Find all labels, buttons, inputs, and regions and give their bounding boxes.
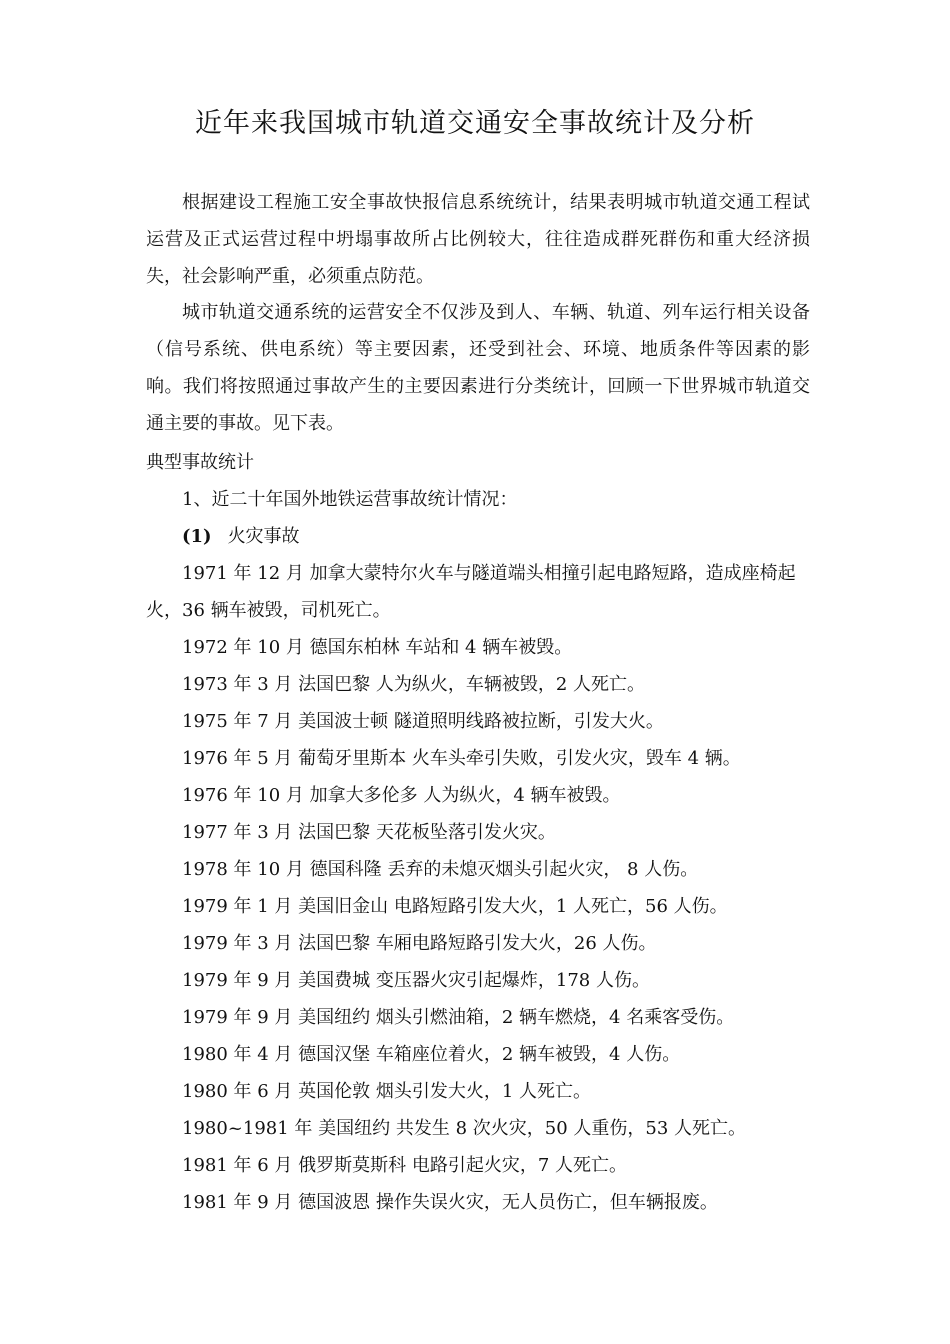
category-heading (182, 518, 300, 555)
incident-record: 1976 年 10 月 加拿大多伦多 人为纵火，4 辆车被毁。 (182, 785, 621, 806)
incident-record: 1980~1981 年 美国纽约 共发生 8 次火灾，50 人重伤，53 人死亡。 (182, 1118, 747, 1139)
incident-record: 1981 年 9 月 德国波恩 操作失误火灾，无人员伤亡，但车辆报废。 (182, 1192, 718, 1213)
incident-record: 1979 年 9 月 美国费城 变压器火灾引起爆炸，178 人伤。 (182, 970, 650, 991)
incident-record: 1979 年 3 月 法国巴黎 车厢电路短路引发大火，26 人伤。 (182, 933, 657, 954)
subsection-heading: 1、近二十年国外地铁运营事故统计情况： (182, 489, 518, 510)
incident-record: 1979 年 1 月 美国旧金山 电路短路引发大火，1 人死亡，56 人伤。 (182, 896, 728, 917)
incident-record: 1979 年 9 月 美国纽约 烟头引燃油箱，2 辆车燃烧，4 名乘客受伤。 (182, 1007, 735, 1028)
category-number: (1) (182, 526, 212, 547)
incident-record: 1973 年 3 月 法国巴黎 人为纵火，车辆被毁，2 人死亡。 (182, 674, 646, 695)
incident-record: 1976 年 5 月 葡萄牙里斯本 火车头牵引失败，引发火灾，毁车 4 辆。 (182, 748, 741, 769)
incident-record: 1977 年 3 月 法国巴黎 天花板坠落引发火灾。 (182, 822, 556, 843)
incident-record: 1971 年 12 月 加拿大蒙特尔火车与隧道端头相撞引起电路短路，造成座椅起火，36 辆车被毁，司机死亡。 (146, 563, 796, 621)
category-label: 火灾事故 (227, 526, 300, 547)
intro-paragraph-1: 根据建设工程施工安全事故快报信息系统统计，结果表明城市轨道交通工程试运营及正式运营过程中坍塌事故所占比例较大，往往造成群死群伤和重大经济损失，社会影响严重，必须重点防范。 (146, 192, 810, 287)
section-heading: 典型事故统计 (146, 452, 254, 473)
incident-record: 1975 年 7 月 美国波士顿 隧道照明线路被拉断，引发大火。 (182, 711, 664, 732)
intro-paragraph-2: 城市轨道交通系统的运营安全不仅涉及到人、车辆、轨道、列车运行相关设备（信号系统、供电系统）等主要因素，还受到社会、环境、地质条件等因素的影响。我们将按照通过事故产生的主要因素进行分类统计，回顾一下世界城市轨道交通主要的事故。见下表。 (146, 302, 810, 434)
incident-record: 1972 年 10 月 德国东柏林 车站和 4 辆车被毁。 (182, 637, 573, 658)
incident-record: 1980 年 6 月 英国伦敦 烟头引发大火，1 人死亡。 (182, 1081, 592, 1102)
document-title: 近年来我国城市轨道交通安全事故统计及分析 (195, 108, 755, 139)
incident-record: 1981 年 6 月 俄罗斯莫斯科 电路引起火灾，7 人死亡。 (182, 1155, 628, 1176)
incident-record: 1978 年 10 月 德国科隆 丢弃的未熄灭烟头引起火灾， 8 人伤。 (182, 859, 699, 880)
incident-record: 1980 年 4 月 德国汉堡 车箱座位着火，2 辆车被毁，4 人伤。 (182, 1044, 681, 1065)
